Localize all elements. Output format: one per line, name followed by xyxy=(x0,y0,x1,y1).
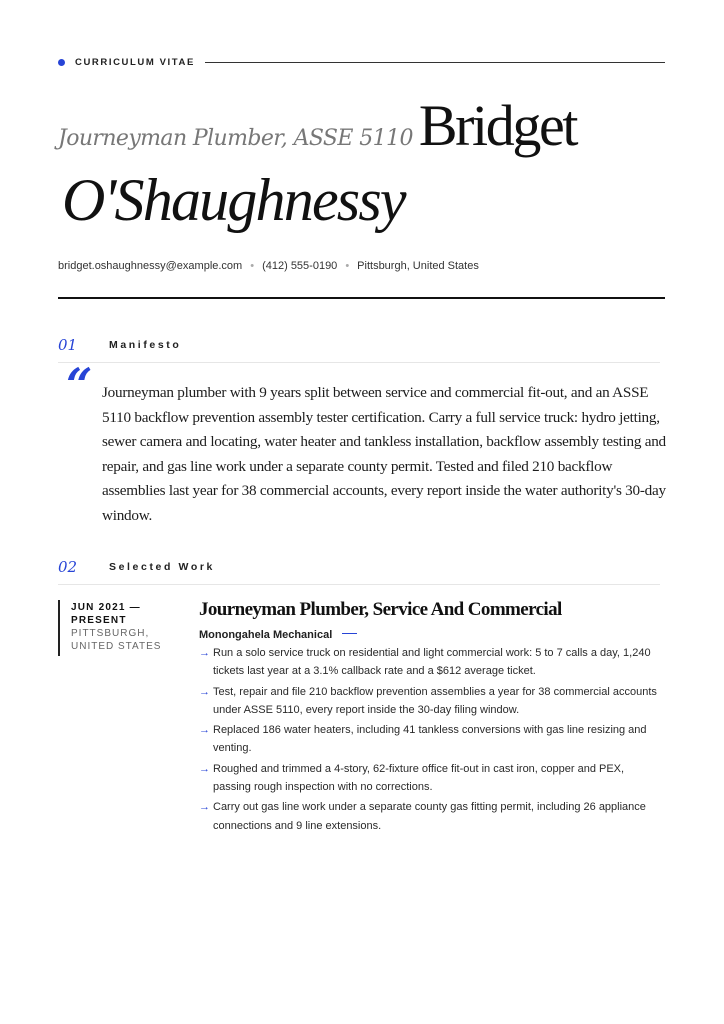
job-bullets xyxy=(199,644,664,835)
email-link[interactable]: bridget.oshaughnessy@example.com xyxy=(58,260,243,272)
manifesto-text: Journeyman plumber with 9 years split between service and commercial fit-out, and an ASSE 5110 backflow prevention assembly tester certification. Carry a full service truck: hydro jetting, sewer camera and locating, water heater and tankless installation, backflow assembly testing and repair, and gas line work under a separate county permit. Tested and filed 210 backflow assemblies last year for 38 commercial accounts, every report inside the water authority's 30-day window. xyxy=(102,384,666,524)
bullet-text: Test, repair and file 210 backflow prevention assemblies a year for 38 commercial accounts under ASSE 5110, every report inside the 30-day filing window. xyxy=(213,685,657,716)
job-title: Journeyman Plumber, Service And Commercial xyxy=(199,599,562,620)
list-item xyxy=(199,721,664,758)
document-label-row xyxy=(58,55,665,71)
job-dates: JUN 2021 — PRESENT xyxy=(71,602,141,626)
job-location: PITTSBURGH, UNITED STATES xyxy=(71,628,162,652)
bullet-text: Roughed and trimmed a 4-story, 62-fixture office fit-out in cast iron, copper and PEX, passing rough inspection with no corrections. xyxy=(213,762,625,794)
section-title: Selected Work xyxy=(109,561,215,573)
job-meta xyxy=(58,600,178,656)
section-header-manifesto xyxy=(58,336,660,358)
label-divider xyxy=(205,62,665,63)
last-name: O'Shaughnessy xyxy=(62,167,405,233)
phone-number[interactable]: (412) 555-0190 xyxy=(262,260,338,272)
contact-separator: • xyxy=(250,260,255,272)
header-divider xyxy=(58,297,665,299)
arrow-right-icon: → xyxy=(199,685,210,698)
bullet-text: Carry out gas line work under a separate county gas fitting permit, including 26 appliance connections and 9 line extensions. xyxy=(213,801,646,832)
arrow-right-icon: → xyxy=(199,762,210,775)
document-label: CURRICULUM VITAE xyxy=(75,57,195,68)
contact-separator: • xyxy=(345,260,350,272)
company-dash-icon xyxy=(342,633,357,634)
arrow-right-icon: → xyxy=(199,724,210,737)
arrow-right-icon: → xyxy=(199,801,210,814)
arrow-right-icon: → xyxy=(199,647,210,659)
section-number: 01 xyxy=(58,336,78,354)
company-row xyxy=(199,625,664,640)
contact-info xyxy=(58,260,479,272)
job-details xyxy=(199,598,664,837)
section-divider xyxy=(58,362,660,363)
location-text: Pittsburgh, United States xyxy=(357,260,479,272)
accent-dot-icon xyxy=(58,59,65,66)
company-name: Monongahela Mechanical xyxy=(199,629,333,641)
list-item xyxy=(199,683,664,720)
quote-mark-icon: “ xyxy=(66,358,93,412)
first-name: Bridget xyxy=(418,93,577,158)
bullet-text: Run a solo service truck on residential and light commercial work: 5 to 7 calls a day, 1,240 tickets last year at a 3.1% callback rate and a $612 average ticket. xyxy=(213,647,651,678)
headline xyxy=(58,92,678,159)
section-header-work xyxy=(58,558,660,580)
section-number: 02 xyxy=(58,558,78,576)
list-item xyxy=(199,798,664,835)
job-role-title: Journeyman Plumber, ASSE 5110 xyxy=(58,126,413,151)
section-title: Manifesto xyxy=(109,339,182,351)
list-item xyxy=(199,760,664,797)
section-divider xyxy=(58,584,660,585)
bullet-text: Replaced 186 water heaters, including 41 tankless conversions with gas line resizing and venting. xyxy=(213,724,647,755)
list-item xyxy=(199,644,664,681)
